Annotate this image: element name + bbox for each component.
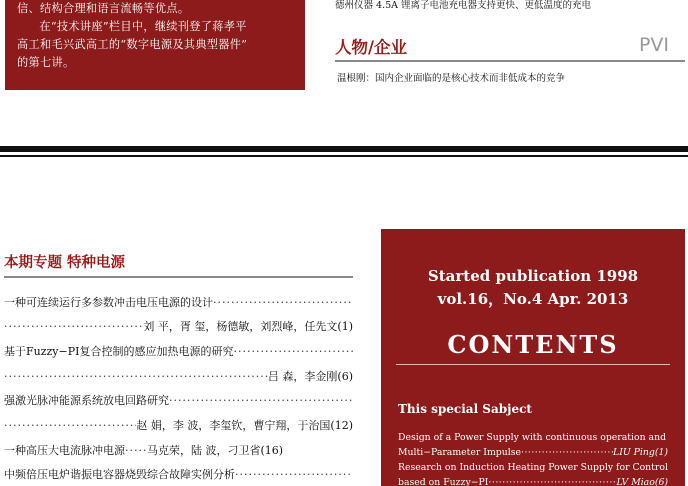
toc-leader — [4, 316, 143, 338]
toc-leader — [169, 390, 353, 412]
divider — [4, 276, 353, 278]
news-item[interactable]: 德州仪器 4.5A 锂离子电池充电器支持更快、更低温度的充电 — [335, 0, 592, 11]
toc-entry-title: 一种可连续运行多参数冲击电压电源的设计 — [4, 296, 213, 309]
subject-heading: This special Sabject — [398, 402, 532, 416]
toc-leader — [233, 341, 353, 363]
page-divider — [0, 146, 688, 152]
contents-entry[interactable] — [398, 431, 668, 445]
toc-entry-authors: 吕 森，李金刚(6) — [267, 370, 353, 383]
contents-entry-title: based on Fuzzy−PI — [398, 477, 489, 486]
contents-panel — [381, 229, 685, 486]
toc-leader — [521, 446, 613, 460]
editor-note-line: 的第七讲。 — [17, 56, 75, 69]
toc-entry[interactable] — [4, 366, 353, 388]
toc-entry-title: 强激光脉冲能源系统放电回路研究 — [4, 394, 169, 407]
contents-entry-author: LV Miao(6) — [616, 477, 668, 486]
toc-leader — [213, 292, 353, 314]
special-topic-title: 本期专题 特种电源 — [4, 255, 126, 271]
toc-entry[interactable] — [4, 292, 353, 314]
editor-note-line: 信、结构合理和语言流畅等优点。 — [17, 2, 190, 15]
publication-info: Started publication 1998 — [427, 267, 639, 285]
toc-entry[interactable] — [4, 390, 353, 412]
contents-entry-title: Research on Induction Heating Power Supply for Control — [398, 462, 668, 473]
contents-entry[interactable] — [398, 446, 668, 460]
toc-entry-authors: 刘 平，胥 玺，杨德敏，刘烈峰，任先文(1) — [143, 320, 353, 333]
toc-entry-title: 一种高压大电流脉冲电源 — [4, 444, 125, 457]
toc-entry-title: 中频倍压电炉谐振电容器烧毁综合故障实例分析 — [4, 468, 235, 481]
toc-entry-authors: 赵 娟，李 波，李玺钦，曹宁翔，于治国(12) — [136, 419, 353, 432]
editor-note-box — [5, 0, 305, 90]
editor-note-line: 在“技术讲座”栏目中，继续刊登了蒋孝平 — [39, 20, 247, 33]
section-title: 人物/企业 — [335, 38, 408, 57]
toc-entry-title: 基于Fuzzy−PI复合控制的感应加热电源的研究 — [4, 345, 234, 358]
toc-entry[interactable] — [4, 316, 353, 338]
toc-entry-authors: 马克荣，陆 波，刁卫省(16) — [147, 444, 284, 457]
contents-entry[interactable] — [398, 476, 668, 486]
contents-entry-author: LIU Ping(1) — [613, 447, 668, 458]
toc-leader — [4, 415, 136, 437]
divider — [335, 60, 685, 62]
page-divider — [0, 155, 688, 157]
toc-leader — [4, 366, 268, 388]
toc-entry[interactable] — [4, 415, 353, 437]
toc-leader — [488, 476, 616, 486]
toc-entry[interactable] — [4, 440, 353, 462]
toc-leader — [235, 464, 353, 486]
volume-info: vol.16，No.4 Apr. 2013 — [437, 290, 629, 308]
contents-entry-title: Multi−Parameter Impulse — [398, 447, 521, 458]
people-article-link[interactable]: 温根刚：国内企业面临的是核心技术而非低成本的竞争 — [337, 73, 566, 84]
toc-entry[interactable] — [4, 464, 353, 486]
contents-entry[interactable] — [398, 461, 668, 475]
divider — [396, 364, 670, 365]
editor-note-line: 高工和毛兴武高工的“数字电源及其典型器件” — [17, 38, 248, 51]
toc-leader — [125, 440, 147, 462]
contents-entry-title: Design of a Power Supply with continuous operation and — [398, 432, 667, 443]
section-page-number: PVI — [638, 34, 669, 56]
people-section-header — [335, 32, 685, 62]
contents-heading: CONTENTS — [447, 330, 619, 359]
toc-entry[interactable] — [4, 341, 353, 363]
